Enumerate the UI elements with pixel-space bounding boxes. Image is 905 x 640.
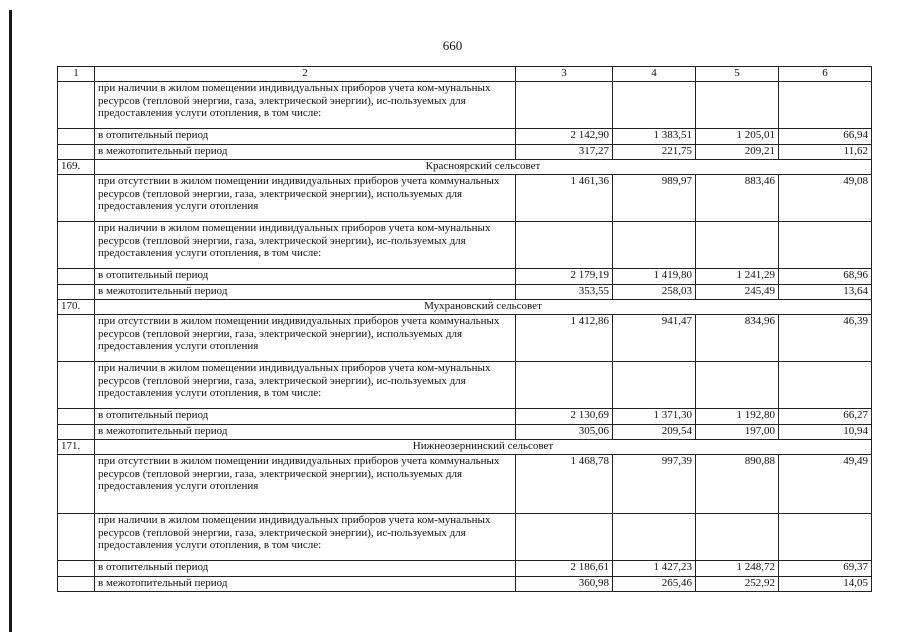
- row-number: [58, 455, 95, 514]
- row-number: [58, 425, 95, 440]
- table-body: [58, 67, 872, 592]
- value-col-6: 49,49: [779, 455, 872, 514]
- value-col-6: 66,94: [779, 129, 872, 145]
- column-header: 2: [95, 67, 516, 82]
- value-col-6: [779, 222, 872, 269]
- value-col-5: 209,21: [696, 145, 779, 160]
- row-description: при наличии в жилом помещении индивидуальных приборов учета ком-мунальных ресурсов (тепловой энергии, газа, электрической энергии), ис-пользуемых для предоставления услуги отопления, в том числе:: [95, 514, 516, 561]
- value-col-6: 14,05: [779, 577, 872, 592]
- value-col-6: 66,27: [779, 409, 872, 425]
- value-col-3: 353,55: [516, 285, 613, 300]
- row-number: [58, 409, 95, 425]
- value-col-3: 2 142,90: [516, 129, 613, 145]
- value-col-5: 1 192,80: [696, 409, 779, 425]
- value-col-6: 11,62: [779, 145, 872, 160]
- row-number: [58, 175, 95, 222]
- table-row: [58, 362, 872, 409]
- table-row: [58, 175, 872, 222]
- value-col-4: [613, 514, 696, 561]
- value-col-4: 1 383,51: [613, 129, 696, 145]
- row-number: [58, 129, 95, 145]
- value-col-3: 360,98: [516, 577, 613, 592]
- row-description: в отопительный период: [95, 129, 516, 145]
- column-header: 4: [613, 67, 696, 82]
- row-number: [58, 269, 95, 285]
- value-col-5: 245,49: [696, 285, 779, 300]
- value-col-6: [779, 362, 872, 409]
- tariff-table: [57, 66, 872, 592]
- value-col-4: 221,75: [613, 145, 696, 160]
- region-name: Мухрановский сельсовет: [95, 300, 872, 315]
- row-description: в межотопительный период: [95, 285, 516, 300]
- row-description: при отсутствии в жилом помещении индивидуальных приборов учета коммунальных ресурсов (тепловой энергии, газа, электрической энергии), используемых для предоставления услуги отопления: [95, 175, 516, 222]
- row-description: при наличии в жилом помещении индивидуальных приборов учета ком-мунальных ресурсов (тепловой энергии, газа, электрической энергии), ис-пользуемых для предоставления услуги отопления, в том числе:: [95, 222, 516, 269]
- value-col-5: [696, 222, 779, 269]
- row-description: в отопительный период: [95, 409, 516, 425]
- row-description: в отопительный период: [95, 269, 516, 285]
- value-col-5: 197,00: [696, 425, 779, 440]
- value-col-5: 834,96: [696, 315, 779, 362]
- value-col-5: 1 205,01: [696, 129, 779, 145]
- row-number: [58, 145, 95, 160]
- table-row: [58, 514, 872, 561]
- value-col-4: 1 427,23: [613, 561, 696, 577]
- row-number: [58, 561, 95, 577]
- table-row: [58, 82, 872, 129]
- value-col-3: 1 412,86: [516, 315, 613, 362]
- value-col-5: 1 241,29: [696, 269, 779, 285]
- value-col-4: 265,46: [613, 577, 696, 592]
- column-header: 6: [779, 67, 872, 82]
- region-name: Нижнеозернинский сельсовет: [95, 440, 872, 455]
- table-row: [58, 425, 872, 440]
- row-number: [58, 222, 95, 269]
- value-col-5: 252,92: [696, 577, 779, 592]
- row-description: при отсутствии в жилом помещении индивидуальных приборов учета коммунальных ресурсов (тепловой энергии, газа, электрической энергии), используемых для предоставления услуги отопления: [95, 455, 516, 514]
- value-col-6: 10,94: [779, 425, 872, 440]
- value-col-6: 68,96: [779, 269, 872, 285]
- value-col-4: [613, 362, 696, 409]
- region-number: 170.: [58, 300, 95, 315]
- table-row: [58, 269, 872, 285]
- value-col-3: [516, 514, 613, 561]
- column-header-row: [58, 67, 872, 82]
- page-number: 660: [442, 38, 463, 53]
- value-col-3: 317,27: [516, 145, 613, 160]
- table-row: [58, 129, 872, 145]
- value-col-3: 2 186,61: [516, 561, 613, 577]
- value-col-5: 890,88: [696, 455, 779, 514]
- value-col-4: 209,54: [613, 425, 696, 440]
- table-row: [58, 455, 872, 514]
- row-description: в межотопительный период: [95, 577, 516, 592]
- value-col-4: 1 419,80: [613, 269, 696, 285]
- value-col-4: 997,39: [613, 455, 696, 514]
- table-row: [58, 285, 872, 300]
- region-row: [58, 160, 872, 175]
- value-col-5: [696, 514, 779, 561]
- region-number: 171.: [58, 440, 95, 455]
- value-col-6: 69,37: [779, 561, 872, 577]
- row-number: [58, 285, 95, 300]
- value-col-4: 941,47: [613, 315, 696, 362]
- row-number: [58, 577, 95, 592]
- row-number: [58, 315, 95, 362]
- table-row: [58, 561, 872, 577]
- table-row: [58, 409, 872, 425]
- value-col-4: 258,03: [613, 285, 696, 300]
- value-col-6: [779, 514, 872, 561]
- value-col-5: 1 248,72: [696, 561, 779, 577]
- column-header: 1: [58, 67, 95, 82]
- value-col-4: 1 371,30: [613, 409, 696, 425]
- row-description: в межотопительный период: [95, 145, 516, 160]
- row-description: при отсутствии в жилом помещении индивидуальных приборов учета коммунальных ресурсов (тепловой энергии, газа, электрической энергии), используемых для предоставления услуги отопления: [95, 315, 516, 362]
- value-col-5: 883,46: [696, 175, 779, 222]
- region-row: [58, 300, 872, 315]
- row-description: в отопительный период: [95, 561, 516, 577]
- value-col-3: 2 130,69: [516, 409, 613, 425]
- region-name: Красноярский сельсовет: [95, 160, 872, 175]
- value-col-3: 1 461,36: [516, 175, 613, 222]
- value-col-5: [696, 362, 779, 409]
- table-row: [58, 315, 872, 362]
- row-description: в межотопительный период: [95, 425, 516, 440]
- value-col-6: 46,39: [779, 315, 872, 362]
- row-description: при наличии в жилом помещении индивидуальных приборов учета ком-мунальных ресурсов (тепловой энергии, газа, электрической энергии), ис-пользуемых для предоставления услуги отопления, в том числе:: [95, 82, 516, 129]
- region-row: [58, 440, 872, 455]
- value-col-6: 49,08: [779, 175, 872, 222]
- value-col-3: 1 468,78: [516, 455, 613, 514]
- value-col-6: [779, 82, 872, 129]
- row-number: [58, 514, 95, 561]
- margin-line: [9, 10, 12, 632]
- table-row: [58, 145, 872, 160]
- value-col-3: [516, 82, 613, 129]
- region-number: 169.: [58, 160, 95, 175]
- column-header: 5: [696, 67, 779, 82]
- table-row: [58, 577, 872, 592]
- value-col-4: [613, 222, 696, 269]
- value-col-4: [613, 82, 696, 129]
- value-col-5: [696, 82, 779, 129]
- value-col-3: [516, 362, 613, 409]
- row-number: [58, 362, 95, 409]
- value-col-3: [516, 222, 613, 269]
- value-col-4: 989,97: [613, 175, 696, 222]
- value-col-3: 2 179,19: [516, 269, 613, 285]
- value-col-6: 13,64: [779, 285, 872, 300]
- column-header: 3: [516, 67, 613, 82]
- value-col-3: 305,06: [516, 425, 613, 440]
- row-description: при наличии в жилом помещении индивидуальных приборов учета ком-мунальных ресурсов (тепловой энергии, газа, электрической энергии), ис-пользуемых для предоставления услуги отопления, в том числе:: [95, 362, 516, 409]
- row-number: [58, 82, 95, 129]
- table-row: [58, 222, 872, 269]
